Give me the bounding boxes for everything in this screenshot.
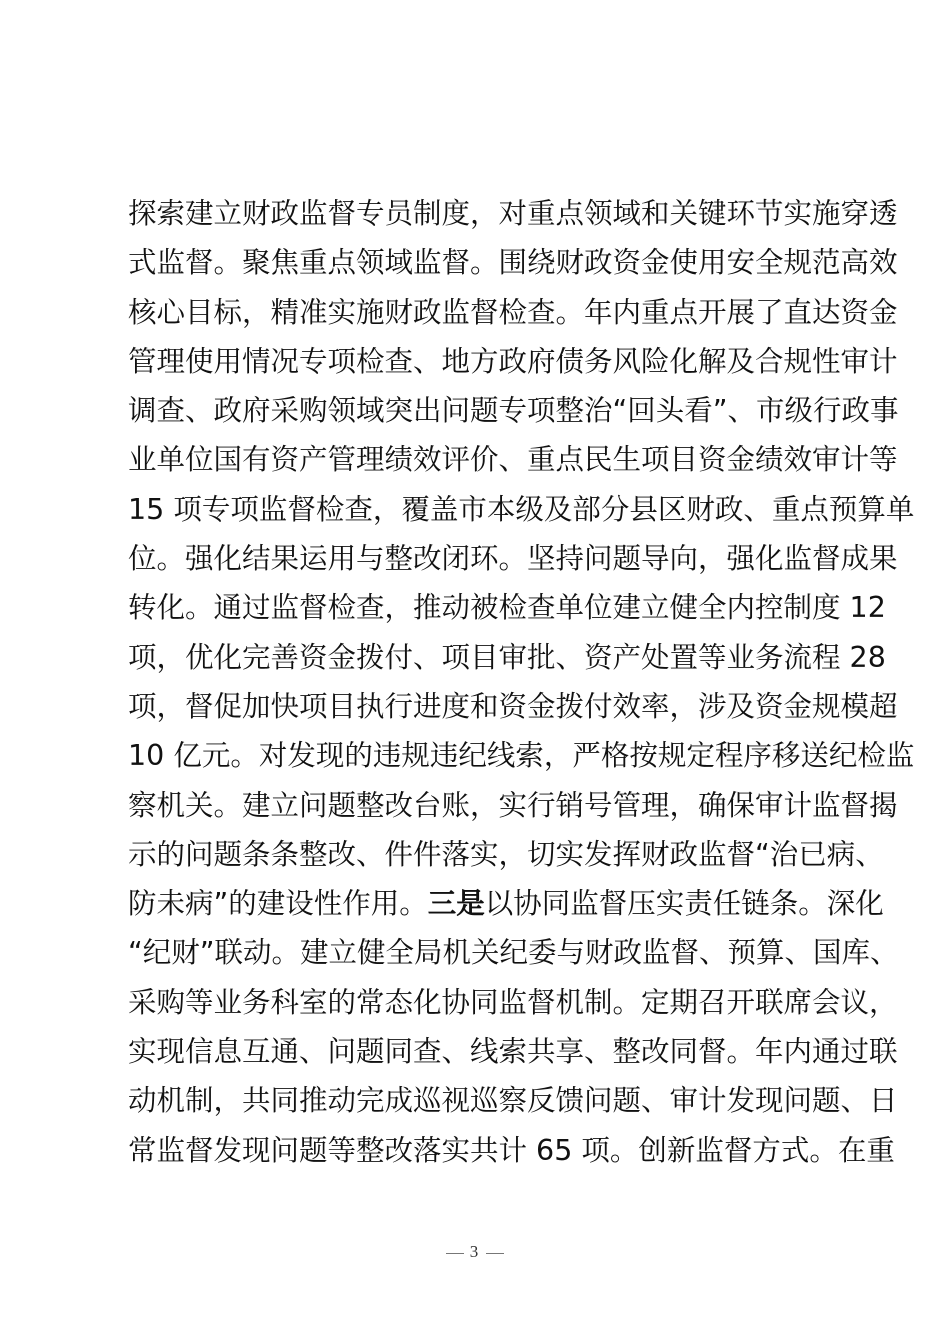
text-line: 业单位国有资产管理绩效评价、重点民生项目资金绩效审计等 [128,443,898,477]
section-marker-bold: 三是 [427,887,485,921]
text-line: 项，督促加快项目执行进度和资金拨付效率，涉及资金规模超 [128,689,898,723]
body-paragraph [128,189,915,1175]
text-line: “纪财”联动。建立健全局机关纪委与财政监督、预算、国库、 [128,936,899,970]
text-line: 式监督。聚焦重点领域监督。围绕财政资金使用安全规范高效 [128,246,898,280]
text-segment: 以协同监督压实责任链条。深化 [484,887,884,921]
text-line: 15 项专项监督检查，覆盖市本级及部分县区财政、重点预算单 [128,492,915,526]
text-line: 转化。通过监督检查，推动被检查单位建立健全内控制度 12 [128,591,886,625]
text-line: 探索建立财政监督专员制度，对重点领域和关键环节实施穿透 [128,197,898,230]
dash-decoration [446,1253,464,1254]
text-line: 动机制，共同推动完成巡视巡察反馈问题、审计发现问题、日 [128,1084,898,1118]
text-line: 调查、政府采购领域突出问题专项整治“回头看”、市级行政事 [128,394,899,428]
text-line: 位。强化结果运用与整改闭环。坚持问题导向，强化监督成果 [128,542,898,576]
text-line: 常监督发现问题等整改落实共计 65 项。创新监督方式。在重 [128,1133,895,1167]
dash-decoration [486,1253,504,1254]
page-footer [0,1242,950,1262]
text-line: 实现信息互通、问题同查、线索共享、整改同督。年内通过联 [128,1035,898,1069]
text-line-with-bold-heading [128,879,884,928]
text-line: 核心目标，精准实施财政监督检查。年内重点开展了直达资金 [128,295,898,329]
text-line: 示的问题条条整改、件件落实，切实发挥财政监督“治已病、 [128,837,884,871]
text-line: 采购等业务科室的常态化协同监督机制。定期召开联席会议， [128,985,898,1019]
text-line: 管理使用情况专项检查、地方政府债务风险化解及合规性审计 [128,344,898,378]
page-number: 3 [469,1242,481,1261]
text-line: 察机关。建立问题整改台账，实行销号管理，确保审计监督揭 [128,788,898,822]
text-line: 10 亿元。对发现的违规违纪线索，严格按规定程序移送纪检监 [128,739,915,773]
text-line: 项，优化完善资金拨付、项目审批、资产处置等业务流程 28 [128,640,886,674]
text-segment: 防未病”的建设性作用。 [128,887,428,921]
